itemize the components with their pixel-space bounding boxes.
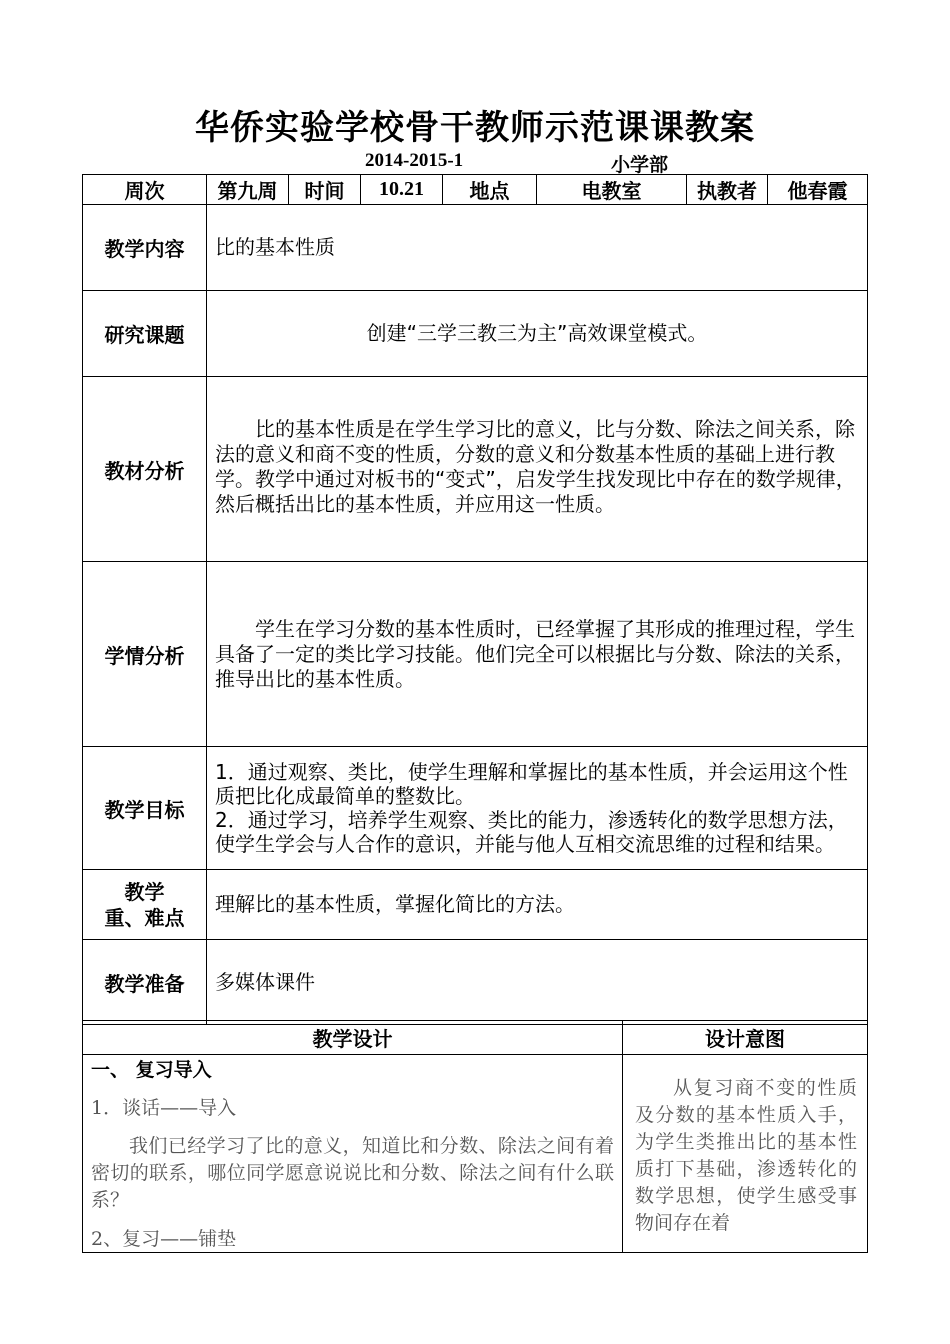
step-talk-intro: 1．谈话——导入: [91, 1097, 237, 1119]
goals-text: [207, 747, 868, 870]
content-label: 教学内容: [83, 205, 207, 291]
place-label: 地点: [443, 175, 537, 205]
research-text: 创建“三学三教三为主”高效课堂模式。: [207, 291, 868, 377]
time-label: 时间: [289, 175, 361, 205]
place-value: 电教室: [537, 175, 687, 205]
info-row: [83, 175, 868, 205]
goal-item-2: 2．通过学习，培养学生观察、类比的能力，渗透转化的数学思想方法，使学生学会与人合作的意识，并能与他人互相交流思维的过程和结果。: [215, 808, 848, 856]
page-title: 华侨实验学校骨干教师示范课课教案: [195, 108, 755, 148]
goals-label: 教学目标: [83, 747, 207, 870]
teacher-label: 执教者: [687, 175, 768, 205]
step-review-paving: 2、复习——铺垫: [91, 1228, 237, 1250]
teacher-value: 他春霞: [768, 175, 868, 205]
keypoints-label-line1: 教学: [124, 879, 165, 904]
design-body-row: [83, 1055, 868, 1253]
material-row: [83, 377, 868, 562]
lesson-plan-table: [82, 174, 868, 1025]
learner-text: 学生在学习分数的基本性质时，已经掌握了其形成的推理过程，学生具备了一定的类比学习技能。他们完全可以根据比与分数、除法的关系，推导出比的基本性质。: [207, 562, 868, 747]
week-label: 周次: [83, 175, 207, 205]
school-year: 2014-2015-1: [365, 150, 464, 171]
learner-label: 学情分析: [83, 562, 207, 747]
goals-row: [83, 747, 868, 870]
week-value: 第九周: [207, 175, 289, 205]
department: 小学部: [611, 154, 669, 176]
time-value: 10.21: [361, 175, 443, 205]
step-talk-text: 我们已经学习了比的意义，知道比和分数、除法之间有着密切的联系，哪位同学愿意说说比和分数、除法之间有什么联系？: [91, 1135, 614, 1211]
research-label: 研究课题: [83, 291, 207, 377]
design-content: [83, 1055, 623, 1253]
keypoints-text: 理解比的基本性质，掌握化简比的方法。: [207, 870, 868, 940]
content-text: 比的基本性质: [207, 205, 868, 291]
design-intent-text: 从复习商不变的性质及分数的基本性质入手，为学生类推出比的基本性质打下基础，渗透转化的数学思想，使学生感受事物间存在着: [623, 1055, 868, 1253]
keypoints-label-line2: 重、难点: [104, 905, 185, 930]
prep-label: 教学准备: [83, 940, 207, 1025]
prep-row: [83, 940, 868, 1025]
section-review-intro: 一、 复习导入: [91, 1059, 212, 1081]
keypoints-row: [83, 870, 868, 940]
learner-row: [83, 562, 868, 747]
prep-text: 多媒体课件: [207, 940, 868, 1025]
design-header-row: [83, 1021, 868, 1055]
design-header-left: 教学设计: [83, 1021, 623, 1055]
keypoints-label: [83, 870, 207, 940]
material-label: 教材分析: [83, 377, 207, 562]
research-row: [83, 291, 868, 377]
goal-item-1: 1．通过观察、类比，使学生理解和掌握比的基本性质，并会运用这个性质把比化成最简单的整数比。: [215, 760, 848, 808]
material-text: 比的基本性质是在学生学习比的意义，比与分数、除法之间关系，除法的意义和商不变的性质，分数的意义和分数基本性质的基础上进行教学。教学中通过对板书的“变式”，启发学生找发现比中存在的数学规律，然后概括出比的基本性质，并应用这一性质。: [207, 377, 868, 562]
design-header-right: 设计意图: [623, 1021, 868, 1055]
design-table: [82, 1020, 868, 1253]
content-row: [83, 205, 868, 291]
